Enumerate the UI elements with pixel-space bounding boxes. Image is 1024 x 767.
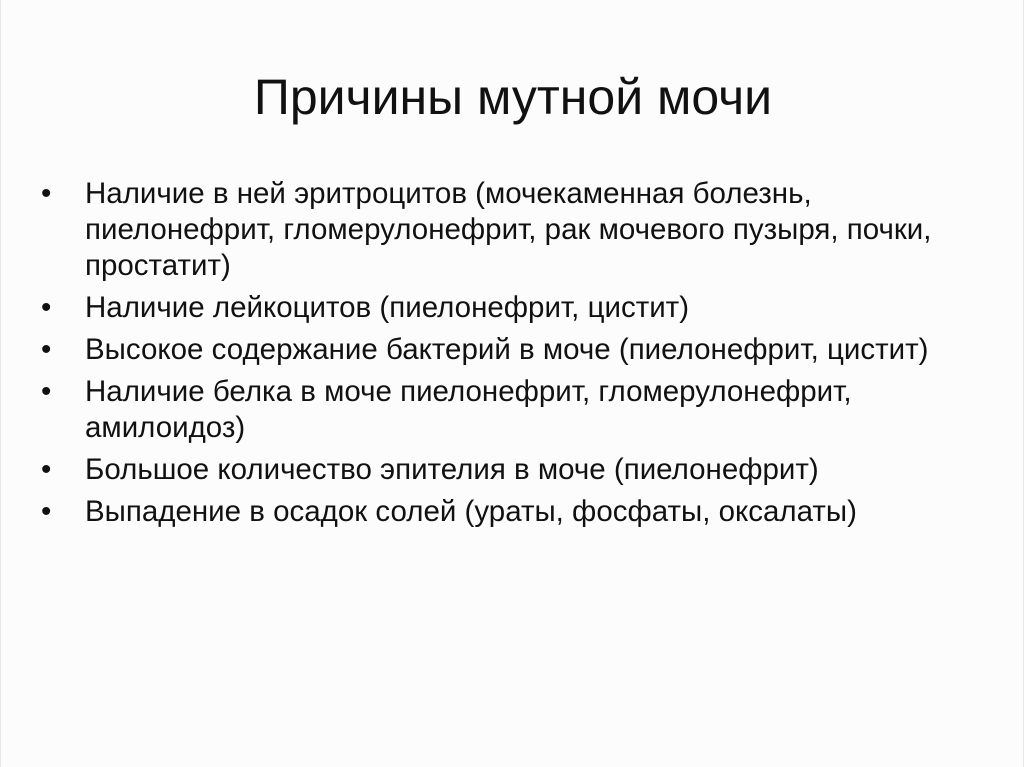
list-item-text: Наличие в ней эритроцитов (мочекаменная болезнь, пиелонефрит, гломерулонефрит, рак мочевого пузыря, почки, простатит)	[85, 177, 932, 282]
list-item-text: Выпадение в осадок солей (ураты, фосфаты, оксалаты)	[85, 495, 857, 528]
list-item-text: Наличие лейкоцитов (пиелонефрит, цистит)	[85, 291, 690, 324]
list-item	[41, 176, 1001, 284]
bullet-icon: •	[41, 177, 52, 210]
list-item	[41, 494, 1001, 530]
bullet-icon: •	[41, 453, 52, 486]
list-item	[41, 374, 1001, 446]
list-item-text: Наличие белка в моче пиелонефрит, гломерулонефрит, амилоидоз)	[85, 375, 852, 444]
bullet-icon: •	[41, 375, 52, 408]
list-item	[41, 452, 1001, 488]
bullet-list	[41, 176, 1001, 536]
list-item-text: Высокое содержание бактерий в моче (пиелонефрит, цистит)	[85, 333, 929, 366]
bullet-icon: •	[41, 291, 52, 324]
slide-title: Причины мутной мочи	[253, 69, 773, 125]
list-item	[41, 290, 1001, 326]
bullet-icon: •	[41, 333, 52, 366]
list-item-text: Большое количество эпителия в моче (пиелонефрит)	[85, 453, 819, 486]
list-item	[41, 332, 1001, 368]
bullet-icon: •	[41, 495, 52, 528]
